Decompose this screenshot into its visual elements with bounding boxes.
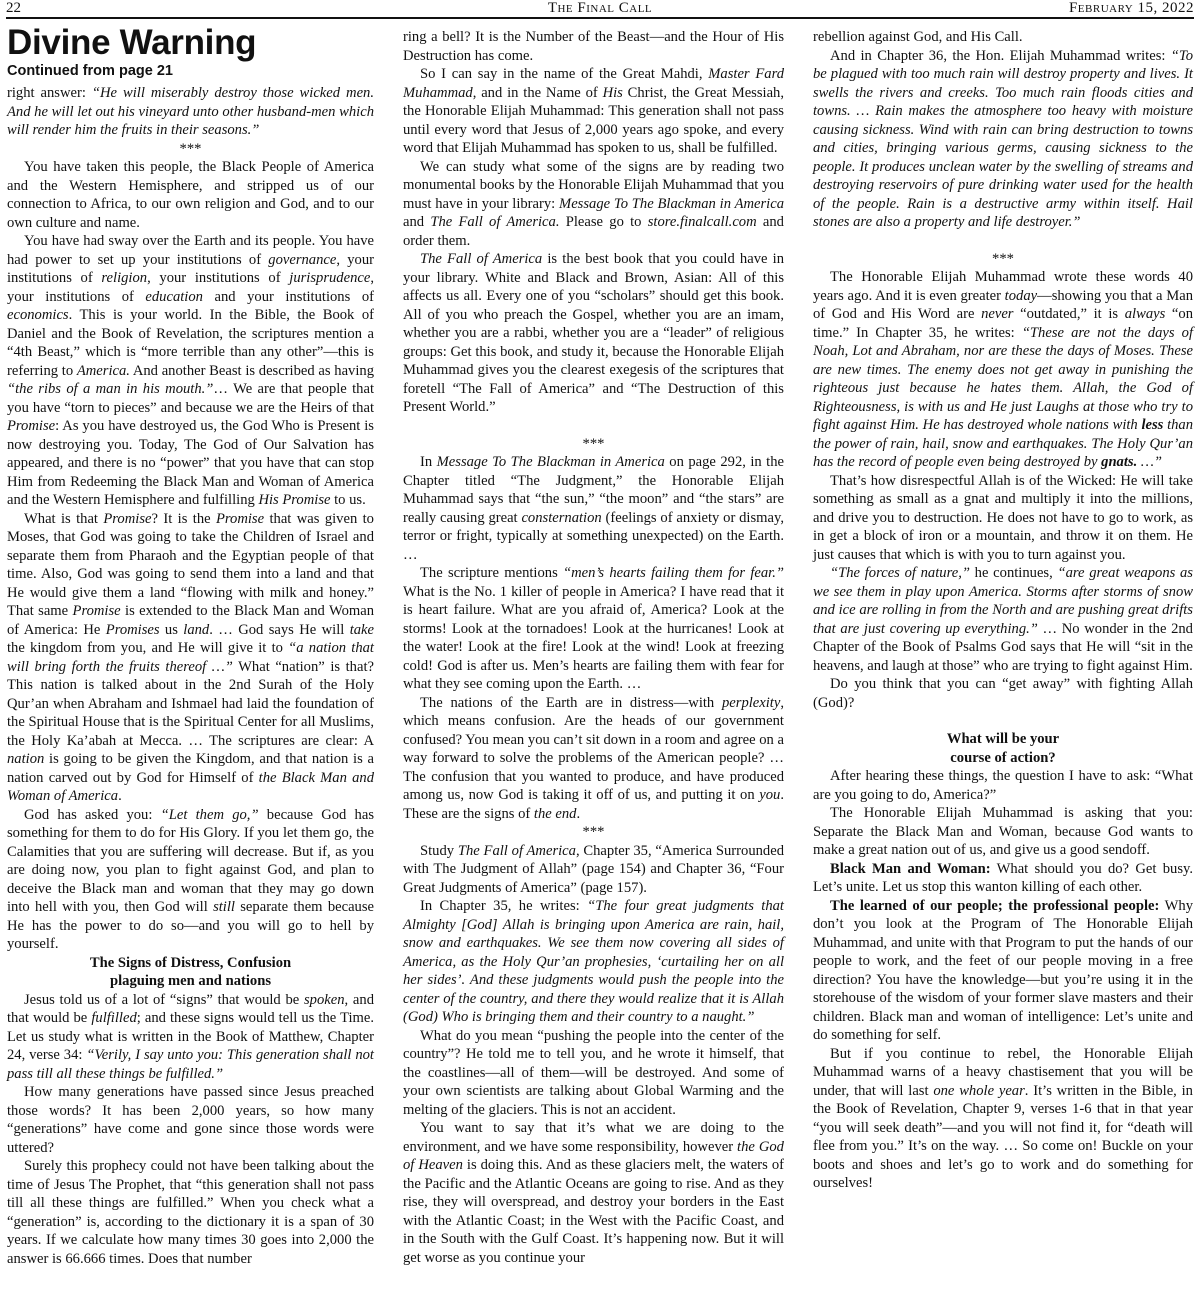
article-paragraph: Black Man and Woman: What should you do? Get busy. Let’s unite. Let us stop this wanton killing of each other.: [813, 860, 1193, 895]
section-subhead: The Signs of Distress, Confusion plaguing men and nations: [89, 954, 292, 989]
paragraph-spacer: [813, 232, 1193, 250]
section-subhead: What will be your course of action?: [946, 731, 1060, 766]
paragraph-spacer: [813, 712, 1193, 730]
article-column-1: [7, 23, 375, 1268]
article-paragraph: But if you continue to rebel, the Honorable Elijah Muhammad warns of a heavy chastisement that you will be under, that will last one whole year. It’s written in the Bible, in the Book of Revelation, Chapter 9, verses 1-6 that in that year “you will seek death”—and you will not find it, for “death will flee from you.” It’s on the way. … So come on! Buckle on your boots and shoes and let’s go to work and do something for ourselves!: [813, 1045, 1193, 1191]
page-header: [6, 0, 1194, 19]
section-break-asterisks: ***: [582, 435, 605, 452]
article-paragraph: Study The Fall of America, Chapter 35, “America Surrounded with The Judgment of Allah” (page 154) and Chapter 36, “Four Great Judgments of America” (page 157).: [403, 842, 784, 896]
article-paragraph: What is that Promise? It is the Promise that was given to Moses, that God was going to take the Children of Israel and separate them from Pharaoh and the Egyptian people of that time. Also, God was going to send them into a land and that He would give them a land “flowing with milk and honey.” That same Promise is extended to the Black Man and Woman of America: He Promises us land. … God says He will take the kingdom from you, and He will give it to “a nation that will bring forth the fruits thereof …” What “nation” is that? This nation is talked about in the 2nd Surah of the Holy Qur’an when Abraham and Ishmael had laid the foundation of the Spiritual House that is the Spiritual Center for all Muslims, the Holy Ka’abah at Mecca. … The scriptures are clear: A nation is going to be given the Kingdom, and that nation is a nation carved out by God for Himself of the Black Man and Woman of America.: [7, 510, 375, 804]
article-paragraph: God has asked you: “Let them go,” because God has something for them to do for His Glory. If you let them go, the Calamities that you are suffering will decrease. But if, as you are doing now, you plan to fight against God, and plan to deceive the Black man and woman that they may go down into hell with you, then God will still separate them because He has the power to do so—and you will go to hell by yourself.: [7, 806, 375, 952]
column-3-body: [813, 28, 1193, 1193]
article-paragraph: You have taken this people, the Black People of America and the Western Hemisphere, and stripped us of our connection to Africa, to our own religion and God, and to our own culture and name.: [7, 159, 374, 231]
article-paragraph: Jesus told us of a lot of “signs” that would be spoken, and that would be fulfilled; and these signs would tell us the Time. Let us study what is written in the Book of Matthew, Chapter 24, verse 34: “Verily, I say unto you: This generation shall not pass till all these things be fulfilled.”: [7, 991, 374, 1082]
article-paragraph: We can study what some of the signs are by reading two monumental books by the Honorable Elijah Muhammad that you must have in your library: Message To The Blackman in America and The Fall of America. Please go to store.finalcall.com and order them.: [403, 158, 785, 249]
article-column-2: [403, 28, 784, 1267]
article-paragraph: You have had sway over the Earth and its people. You have had power to set up your institutions of governance, your institutions of religion, your institutions of jurisprudence, your institutions of education and your institutions of economics. This is your world. In the Bible, the Book of Daniel and the Book of Revelation, the scriptures mention a “4th Beast,” which is “more terrible than any other”—this is referring to America. And another Beast is described as having “the ribs of a man in his mouth.”… We are that people that you have “torn to pieces” and because we are the Heirs of that Promise: As you have destroyed us, the God Who is Present is now destroying you. Today, The God of Our Salvation has appeared, and there is no “power” that you have that can stop Him from Redeeming the Black Man and Woman of America and the Western Hemisphere and fulfilling His Promise to us.: [7, 233, 374, 508]
article-title: Divine Warning: [7, 23, 257, 62]
section-break-asterisks: ***: [992, 250, 1014, 267]
article-paragraph: So I can say in the name of the Great Mahdi, Master Fard Muhammad, and in the Name of His Christ, the Great Messiah, the Honorable Elijah Muhammad: This generation shall not pass until every word that Jesus of 2,000 years ago spoke, and every word that Elijah Muhammad has spoken to us, shall be fulfilled.: [403, 66, 785, 156]
publication-name: The Final Call: [547, 0, 653, 16]
article-paragraph: In Message To The Blackman in America on page 292, in the Chapter titled “The Judgment,” the Honorable Elijah Muhammad says that “the sun,” “the moon” and “the stars” are really causing great consternation (feelings of anxiety or dismay, terror or fright, typically at something unexpected) on the Earth. …: [403, 454, 785, 563]
article-column-3: [813, 28, 1193, 1193]
paragraph-spacer: [403, 417, 784, 435]
article-paragraph: How many generations have passed since Jesus preached those words? It has been 2,000 years, so how many “generations” have come and gone since those words were uttered?: [7, 1084, 374, 1156]
article-paragraph: After hearing these things, the question I have to ask: “What are you going to do, America?”: [813, 768, 1193, 803]
continued-from-note: Continued from page 21: [7, 63, 173, 79]
article-paragraph: “The forces of nature,” he continues, “are great weapons as we see them in play upon America. Storms after storms of snow and ice are rolling in from the North and are pushing great drifts that are just covering up everything.” … No wonder in the 2nd Chapter of the Book of Psalms God says that He will “sit in the heavens, and laugh at those” who are trying to fight against Him.: [813, 565, 1193, 674]
article-paragraph: The Honorable Elijah Muhammad is asking that you: Separate the Black Man and Woman, because God wants to make a great nation out of us, and give us a good sendoff.: [813, 805, 1193, 858]
article-paragraph: rebellion against God, and His Call.: [813, 29, 1023, 45]
page-number: 22: [6, 0, 21, 16]
section-break-asterisks: ***: [582, 824, 605, 840]
article-paragraph: The Fall of America is the best book that you could have in your library. White and Black and Brown, Asian: All of this affects us all. Every one of you “scholars” should get this book. All of you who preach the Gospel, whether you are an imam, whether you are a rabbi, whether you are a “leader” of religious groups: Get this book, and study it, because the Honorable Elijah Muhammad gives you the clearest exegesis of the scriptures that foretell “The Fall of America” and “The Destruction of this Present World.”: [403, 251, 784, 415]
article-paragraph: And in Chapter 36, the Hon. Elijah Muhammad writes: “To be plagued with too much rain will destroy property and lives. It swells the rivers and creeks. Too much rain floods cities and towns. … Rain makes the atmosphere too heavy with moisture causing sickness. Wind with rain can bring destruction to towns and cities, bringing various germs, causing sickness to the people. It produces unclean water by the swelling of streams and destroying reservoirs of pure drinking water used for the health of the people. Rain is a destructive army within itself. Hail stones are also a property and life destroyer.”: [813, 47, 1193, 230]
article-paragraph: Surely this prophecy could not have been talking about the time of Jesus The Prophet, that “this generation shall not pass till all these things are fulfilled.” When you check what a “generation” is, according to the dictionary it is a span of 30 years. If we calculate how many times 30 goes into 2,000 the answer is 66.666 times. Does that number: [7, 1158, 374, 1267]
article-paragraph: right answer: “He will miserably destroy those wicked men. And he will let out his vineyard unto other husband-men which will render him the fruits in their seasons.”: [7, 85, 374, 138]
article-paragraph: You want to say that it’s what we are doing to the environment, and we have some responsibility, however the God of Heaven is doing this. And as these glaciers melt, the waters of the Pacific and the Atlantic Oceans are going to rise. And as they rise, they will overspread, and destroy your borders in the East with the Atlantic Coast; in the West with the Pacific Coast, and in the South with the Gulf Coast. It’s happening now. But it will get worse as you continue your: [403, 1120, 784, 1266]
article-paragraph: The nations of the Earth are in distress—with perplexity, which means confusion. Are the heads of our government confused? You mean you can’t sit down in a room and agree on a way forward to solve the problems of the American people? … The confusion that you wanted to produce, and have produced among us, now God is taking it off of us, and putting it on you. These are the signs of the end.: [403, 694, 784, 822]
section-break-asterisks: ***: [179, 140, 202, 157]
article-paragraph: That’s how disrespectful Allah is of the Wicked: He will take something as small as a gnat and multiply it into the millions, and drive you to destruction. He does not have to go to work, as in get a block of iron or a mountain, and throw it on them. He just causes that which is with you to turn against you.: [813, 472, 1193, 563]
article-paragraph: ring a bell? It is the Number of the Beast—and the Hour of His Destruction has come.: [403, 29, 784, 64]
issue-date: February 15, 2022: [1068, 0, 1194, 16]
column-1-body: [7, 84, 374, 1268]
article-paragraph: The scripture mentions “men’s hearts failing them for fear.” What is the No. 1 killer of people in America? I have read that it is heart failure. What are you afraid of, America? Look at the storms! Look at the tornadoes! Look at the hurricanes! Look at the water! Look at the fire! Look at the wind! Look at freezing cold! God is after us. Men’s hearts are failing them with fear for what they see coming upon the Earth. …: [403, 565, 784, 692]
article-paragraph: What do you mean “pushing the people into the center of the country”? He told me to tell you, and he wrote it himself, that the coastlines—all of them—will be destroyed. And some of your own scientists are talking about Global Warming and the melting of the glaciers. This is not an accident.: [403, 1027, 784, 1118]
article-paragraph: The Honorable Elijah Muhammad wrote these words 40 years ago. And it is even greater today—showing you that a Man of God and His Word are never “outdated,” it is always “on time.” In Chapter 35, he writes: “These are not the days of Noah, Lot and Abraham, nor are these the days of Moses. These are new times. The enemy does not get away in punishing the righteous just because he hates them. Allah, the God of Righteousness, is with us and He just Laughs at those who try to fight against Him. He has destroyed whole nations with less than the power of rain, hail, snow and earthquakes. The Holy Qur’an has the record of people even being destroyed by gnats. …”: [813, 269, 1194, 470]
article-paragraph: Do you think that you can “get away” with fighting Allah (God)?: [813, 676, 1193, 711]
column-2-body: [403, 28, 784, 1267]
article-paragraph: The learned of our people; the professional people: Why don’t you look at the Program of The Honorable Elijah Muhammad, and unite with that Program to put the hands of our people to work, and the feet of our people moving in a free direction? You have the knowledge—but you’re using it in the storehouse of the wisdom of your former slave masters and their children. Black man and woman of intelligence: Let’s unite and do something for self.: [813, 897, 1193, 1043]
article-paragraph: In Chapter 35, he writes: “The four great judgments that Almighty [God] Allah is bringing upon America are rain, hail, snow and earthquakes. We see them now covering all sides of America, as the Holy Qur’an prophesies, ‘curtailing her on all her sides’. And these judgments would push the people into the center of the country, and there they would realize that it is Allah (God) Who is bringing them and their country to a naught.”: [403, 898, 784, 1025]
